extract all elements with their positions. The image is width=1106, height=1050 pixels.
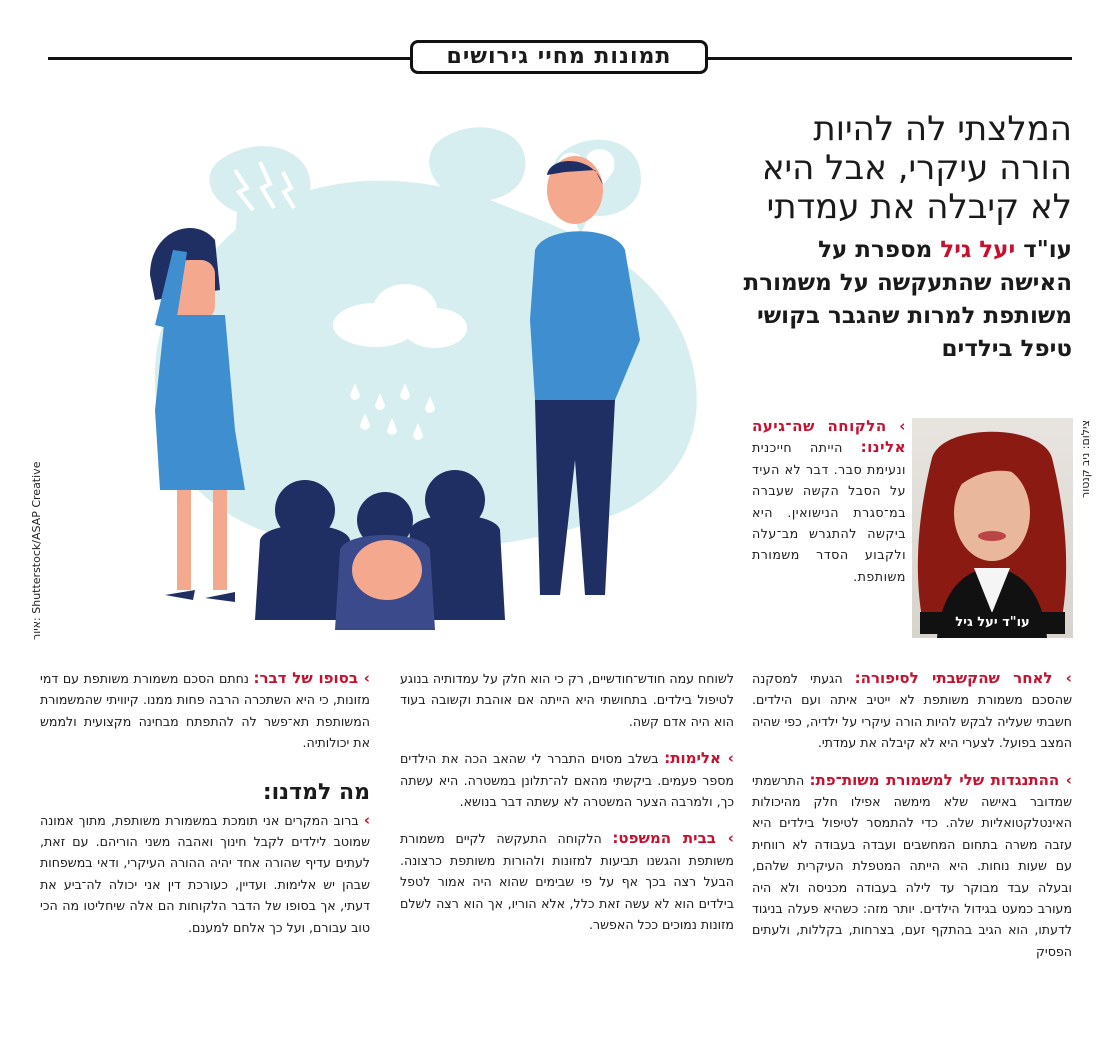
learned-lead: ›: [363, 810, 370, 829]
client-section: [752, 416, 906, 587]
column-left: [40, 668, 370, 938]
subhead-prefix: עו"ד: [1023, 237, 1072, 263]
end-text: נחתם הסכם משמורת משותפת עם דמי מזונות, כי היא השתכרה הרבה פחות ממנו. קיוויתי שהמשמורת המשותפת תא־פשר לה להתפתח מבחינה מקצועית ולממש את יכולותיה.: [40, 671, 370, 751]
court-lead: › בבית המשפט:: [612, 829, 734, 848]
violence-lead: › אלימות:: [664, 749, 734, 768]
children-figures: [255, 470, 505, 630]
continuation-section: [400, 668, 734, 732]
after-text: הגעתי למסקנה שהסכם משמורת משותפת לא ייטיב איתה ועם הילדים. חשבתי שעליה לבקש להיות הורה עיקרי על ילדיה, כפי שהיה המצב בפועל. לצערי היא לא קיבלה את עמדתי.: [752, 671, 1072, 751]
photo-credit: צילום: ניב קנטור: [1079, 420, 1092, 499]
violence-text: בשלב מסוים התברר לי שהאב הכה את הילדים מספר פעמים. ביקשתי מהאם לה־תלונן במשטרה. היא עשתה כך, ולמרבה הצער המשטרה לא עשתה דבר בנושא.: [400, 751, 734, 810]
learned-title: מה למדנו:: [262, 779, 370, 805]
client-lead: › הלקוחה שה־גיעה אלינו:: [752, 417, 906, 457]
author-name: יעל גיל: [940, 237, 1016, 263]
column-middle: [400, 668, 734, 935]
objection-section: [752, 770, 1072, 963]
illustration-credit: איור: Shutterstock/ASAP Creative: [30, 461, 43, 640]
objection-lead: › ההתנגדות שלי למשמורת משות־פת:: [809, 770, 1072, 789]
after-section: [752, 668, 1072, 754]
photo-caption: עו"ד יעל גיל: [920, 612, 1065, 634]
client-text: הייתה חייכנית ונעימת סבר. דבר לא העיד על הסבל הקשה שעברה במ־סגרת הנישואין. היא ביקשה להתגרש מב־עלה ולקבוע הסדר משמורת משותפת.: [752, 440, 906, 584]
section-title-badge: תמונות מחיי גירושים: [410, 40, 708, 74]
continuation-text: לשוחח עמה חודש־חודשיים, רק כי הוא חלק על עמדותיה בנוגע לטיפול בילדים. בתחושתי היא הייתה אם אוהבת וקשובה בעוד הוא היה אדם קשה.: [400, 671, 734, 729]
court-section: [400, 828, 734, 935]
author-portrait: [912, 418, 1073, 638]
subhead-rest: מספרת על האישה שהתעקשה על משמורת משותפת למרות שהגבר בקושי טיפל בילדים: [743, 237, 1072, 362]
column-right: [752, 668, 1072, 962]
after-lead: › לאחר שהקשבתי לסיפורה:: [854, 669, 1072, 687]
objection-text: התרשמתי שמדובר באישה שלא מימשה אפילו חלק מהיכולות האינטלקטואליות שלה. כדי להתמסר לטיפול בילדים היא עזבה משרה בתחום המחשבים ועבדה בעבודה לא רווחית עם שעות נוחות. היא הייתה המטפלת העיקרית שלהם, ובעלה עבד מבוקר עד לילה בעבודה מכניסה ולא היה מעורב כמעט בגידול הילדים. יותר מזה: כשהיא פעלה בניגוד לדעתו, הוא הגיב בהתקף זעם, בצרחות, בקללות, ולעתים הפסיק: [752, 772, 1072, 959]
end-section: [40, 668, 370, 754]
learned-section: [40, 810, 370, 938]
article-headline: המלצתי לה להיות הורה עיקרי, אבל היא לא קיבלה את עמדתי: [761, 109, 1072, 227]
article-subhead: [742, 234, 1072, 366]
end-lead: › בסופו של דבר:: [253, 669, 370, 687]
author-photo: [912, 418, 1073, 638]
violence-section: [400, 748, 734, 812]
court-text: הלקוחה התעקשה לקיים משמורת משותפת והגשנו תביעות למזונות ולהורות משותפת כרצונה. הבעל רצה בכך אף על פי שבימים שהוא היה אמור לטפל בילדים הוא לא עשה זאת כלל, אלא הוריו, אך הוא רצה לשלם מזונות נמוכים ככל האפשר.: [400, 831, 734, 933]
divorce-illustration: [95, 100, 735, 645]
learned-text: ברוב המקרים אני תומכת במשמורת משותפת, מתוך אמונה שמוטב לילדים לקבל חינוך ואהבה משני הוריהם. עם זאת, לעתים עדיף שהורה אחד יהיה ההורה העיקרי, ודאי במשפחות שבהן יש אלימות. ועדיין, כעורכת דין אני יכולה לה־ביע את דעתי, אך בסופו של הדבר הלקוחות הם אלה שיחליטו מה הכי טוב עבורם, ועל כך אלחם למענם.: [40, 812, 370, 935]
